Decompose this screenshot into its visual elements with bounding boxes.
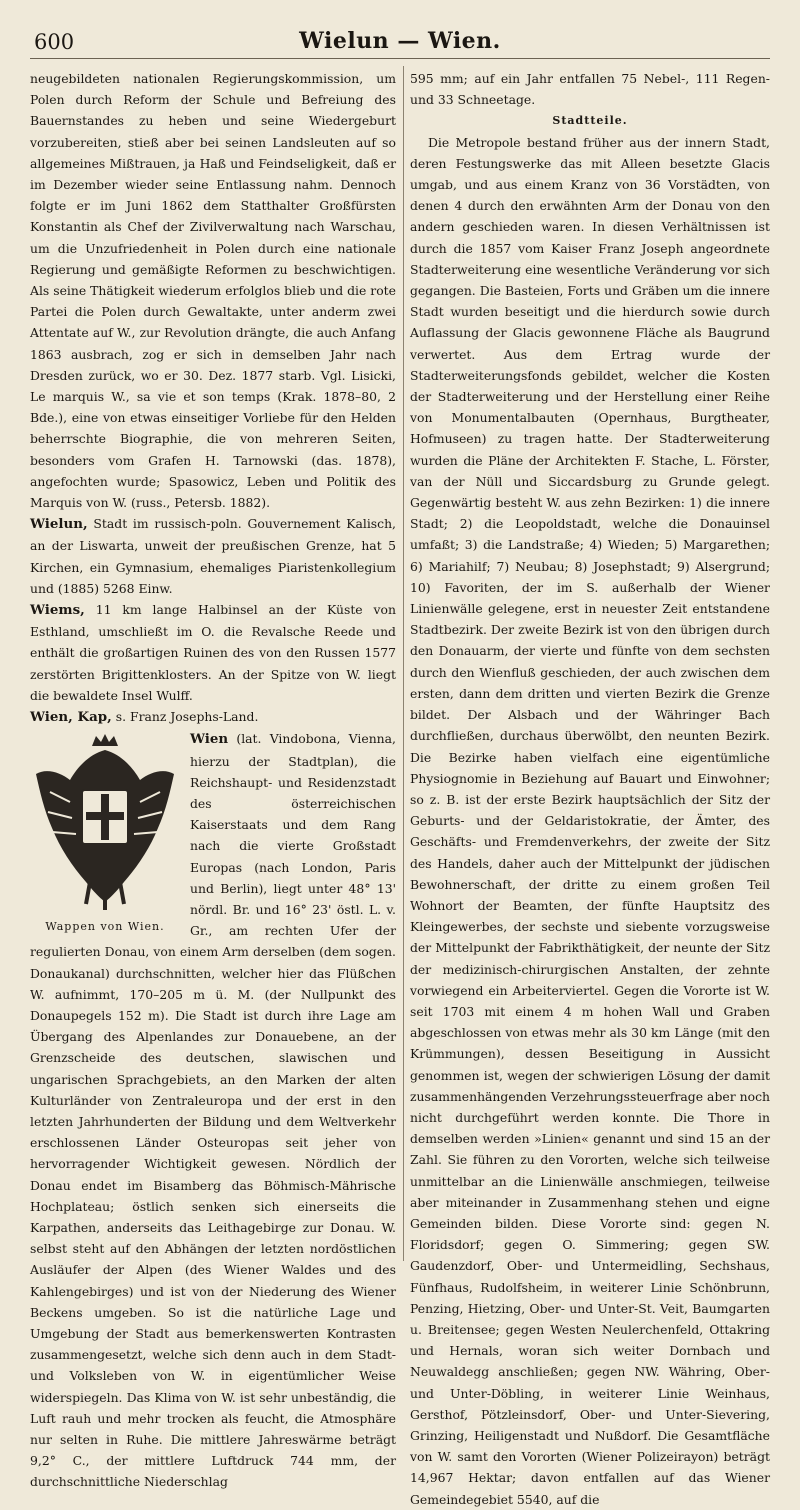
left-column [30, 68, 396, 1490]
headword-wien-kap: Wien, Kap, [30, 709, 112, 726]
entry-wielun [30, 513, 396, 599]
right-column [410, 68, 770, 1507]
entry-continuation: neugebildeten nationalen Regierungskommission, um Polen durch Reform der Schule und Befreiung des Bauernstandes zu heben und seine Wiedergeburt vorzubereiten, stieß aber bei seinen Landsleuten auf so allgemeines Mißtrauen, ja Haß und Feindseligkeit, daß er im Dezember wieder seine Entlassung nahm. Dennoch folgte er im Juni 1862 dem Statthalter Großfürsten Konstantin als Chef der Zivilverwaltung nach Warschau, um die Unzufriedenheit in Polen durch eine nationale Regierung und gemäßigte Reformen zu beschwichtigen. Als seine Thätigkeit wiederum erfolglos blieb und die rote Partei die Polen durch Gewaltakte, unter anderm zwei Attentate auf W., zur Revolution drängte, die auch Anfang 1863 ausbrach, zog er sich in demselben Jahr nach Dresden zurück, wo er 30. Dez. 1877 starb. Vgl. Lisicki, Le marquis W., sa vie et son temps (Krak. 1878–80, 2 Bde.), eine von etwas einseitiger Vorliebe für den Helden beherrschte Biographie, die von mehreren Seiten, besonders vom Grafen H. Tarnowski (das. 1878), angefochten wurde; Spasowicz, Leben und Politik des Marquis von W. (russ., Petersb. 1882). [30, 71, 396, 511]
entry-wielun-text: Stadt im russisch-poln. Gouvernement Kalisch, an der Liswarta, unweit der preußischen Grenze, hat 5 Kirchen, ein Gymnasium, ehemaliges Piaristenkollegium und (1885) 5268 Einw. [30, 516, 396, 596]
coat-of-arms-caption: Wappen von Wien. [45, 920, 165, 934]
climate-continuation: 595 mm; auf ein Jahr entfallen 75 Nebel-, 111 Regen- und 33 Schneetage. [410, 71, 770, 108]
coat-of-arms-icon [30, 732, 180, 912]
running-title: Wielun — Wien. [299, 28, 501, 54]
headword-wien: Wien [190, 731, 229, 748]
headword-wielun: Wielun, [30, 516, 88, 533]
entry-wien-text: (lat. Vindobona, Vienna, hierzu der Stadtplan), die Reichshaupt- und Residenzstadt des österreichischen Kaiserstaats und dem Rang nach die vierte Großstadt Europas (nach London, Paris und Berlin), liegt unter 48° 13' nördl. Br. und 16° 23' östl. L. v. Gr., am rechten Ufer der regulierten Donau, von einem Arm derselben (dem sogen. Donaukanal) durchschnitten, welcher hier das Flüßchen W. aufnimmt, 170–205 m ü. M. (der Nullpunkt des Donaupegels 152 m). Die Stadt ist durch ihre Lage am Übergang des Alpenlandes zur Donauebene, an der Grenzscheide des deutschen, slawischen und ungarischen Sprachgebiets, an den Marken der alten Kulturländer von Zentraleuropa und der erst in den letzten Jahrhunderten der Bildung und dem Weltverkehr erschlossenen Länder Osteuropas seit jeher von hervorragender Wichtigkeit gewesen. Nördlich der Donau endet im Bisamberg das Böhmisch-Mährische Hochplateau; östlich senken sich einerseits die Karpathen, anderseits das Leithagebirge zur Donau. W. selbst steht auf den Abhängen der letzten nordöstlichen Ausläufer der Alpen (des Wiener Waldes und des Kahlengebirges) und ist von der Niederung des Wiener Beckens umgeben. So ist die natürliche Lage und Umgebung der Stadt aus bemerkenswerten Kontrasten zusammengesetzt, welche sich denn auch in dem Stadt- und Volksleben von W. in eigentümlicher Weise widerspiegeln. Das Klima von W. ist sehr unbeständig, die Luft rauh und mehr trocken als feucht, die Atmosphäre nur selten in Ruhe. Die mittlere Jahreswärme beträgt 9,2° C., der mittlere Luftdruck 744 mm, der durchschnittliche Niederschlag [30, 731, 396, 1490]
page-number: 600 [34, 30, 75, 54]
entry-wien-kap-text: s. Franz Josephs-Land. [111, 709, 259, 725]
section-heading-stadtteile: Stadtteile. [552, 114, 628, 128]
headword-wiems: Wiems, [30, 602, 85, 619]
entry-wiems-text: 11 km lange Halbinsel an der Küste von Esthland, umschließt im O. die Revalsche Reede und enthält die großartigen Ruinen des von den Russen 1577 zerstörten Brigittenklosters. An der Spitze von W. liegt die bewaldete Insel Wulff. [30, 602, 396, 703]
entry-wiems [30, 599, 396, 706]
column-divider [403, 66, 404, 1261]
stadtteile-text: Die Metropole bestand früher aus der innern Stadt, deren Festungswerke das mit Alleen besetzte Glacis umgab, und aus einem Kranz von 36 Vorstädten, von denen 4 durch den erwähnten Arm der Donau von den andern geschieden waren. In diesen Verhältnissen ist durch die 1857 vom Kaiser Franz Joseph angeordnete Stadterweiterung eine wesentliche Veränderung vor sich gegangen. Die Basteien, Forts und Gräben um die innere Stadt wurden beseitigt und die hierdurch sowie durch Auflassung der Glacis gewonnene Fläche als Baugrund verwertet. Aus dem Ertrag wurde der Stadterweiterungsfonds gebildet, welcher die Kosten der Stadterweiterung und der Herstellung einer Reihe von Monumentalbauten (Opernhaus, Burgtheater, Hofmuseen) zu tragen hatte. Der Stadterweiterung wurden die Pläne der Architekten F. Stache, L. Förster, van der Nüll und Siccardsburg zu Grunde gelegt. Gegenwärtig besteht W. aus zehn Bezirken: 1) die innere Stadt; 2) die Leopoldstadt, welche die Donauinsel umfaßt; 3) die Landstraße; 4) Wieden; 5) Margarethen; 6) Mariahilf; 7) Neubau; 8) Josephstadt; 9) Alsergrund; 10) Favoriten, der im S. außerhalb der Wiener Linienwälle gelegene, erst in neuester Zeit entstandene Stadtbezirk. Der zweite Bezirk ist von den übrigen durch den Donauarm, der vierte und fünfte von dem sechsten durch den Wienfluß geschieden, der auch zwischen dem ersten, dann dem dritten und vierten Bezirk die Grenze bildet. Der Alsbach und der Währinger Bach durchfließen, durchaus überwölbt, den neunten Bezirk. Die Bezirke haben vielfach eine eigentümliche Physiognomie in Beziehung auf Bauart und Einwohner; so z. B. ist der erste Bezirk hauptsächlich der Sitz der Geburts- und der Geldaristokratie, der Ämter, des Geschäfts- und Fremdenverkehrs, der zweite der Sitz des Handels, daher auch der Mittelpunkt der jüdischen Bewohnerschaft, der dritte zu einem großen Teil Wohnort der Beamten, der fünfte Hauptsitz des Kleingewerbes, der sechste und siebente vorzugsweise der Mittelpunkt der Fabrikthätigkeit, der neunte der Sitz der medizinisch-chirurgischen Anstalten, der zehnte vorwiegend ein Arbeiterviertel. Gegen die Vororte ist W. seit 1703 mit einem 4 m hohen Wall und Graben abgeschlossen von etwas mehr als 30 km Länge (mit den Krümmungen), dessen Beseitigung in Aussicht genommen ist, wegen der schwierigen Lösung der damit zusammenhängenden Verzehrungssteuerfrage aber noch nicht durchgeführt werden konnte. Die Thore in demselben werden »Linien« genannt und sind 15 an der Zahl. Sie führen zu den Vororten, welche sich teilweise unmittelbar an die Linienwälle anschmiegen, teilweise aber miteinander in Zusammenhang stehen und eigne Gemeinden bilden. Diese Vororte sind: gegen N. Floridsdorf; gegen O. Simmering; gegen SW. Gaudenzdorf, Ober- und Untermeidling, Sechshaus, Fünfhaus, Rudolfsheim, in weiterer Linie Schönbrunn, Penzing, Hietzing, Ober- und Unter-St. Veit, Baumgarten u. Breitensee; gegen Westen Neulerchenfeld, Ottakring und Hernals, woran sich weiter Dornbach und Neuwaldegg anschließen; gegen NW. Währing, Ober- und Unter-Döbling, in weiterer Linie Weinhaus, Gersthof, Pötzleinsdorf, Ober- und Unter-Sievering, Grinzing, Heiligenstadt und Nußdorf. Die Gesamtfläche von W. samt den Vororten (Wiener Polizeirayon) beträgt 14,967 Hektar; davon entfallen auf das Wiener Gemeindegebiet 5540, auf die [410, 134, 770, 1507]
page-header [30, 28, 770, 59]
entry-wien-kap [30, 706, 396, 728]
coat-of-arms-figure [30, 732, 180, 932]
